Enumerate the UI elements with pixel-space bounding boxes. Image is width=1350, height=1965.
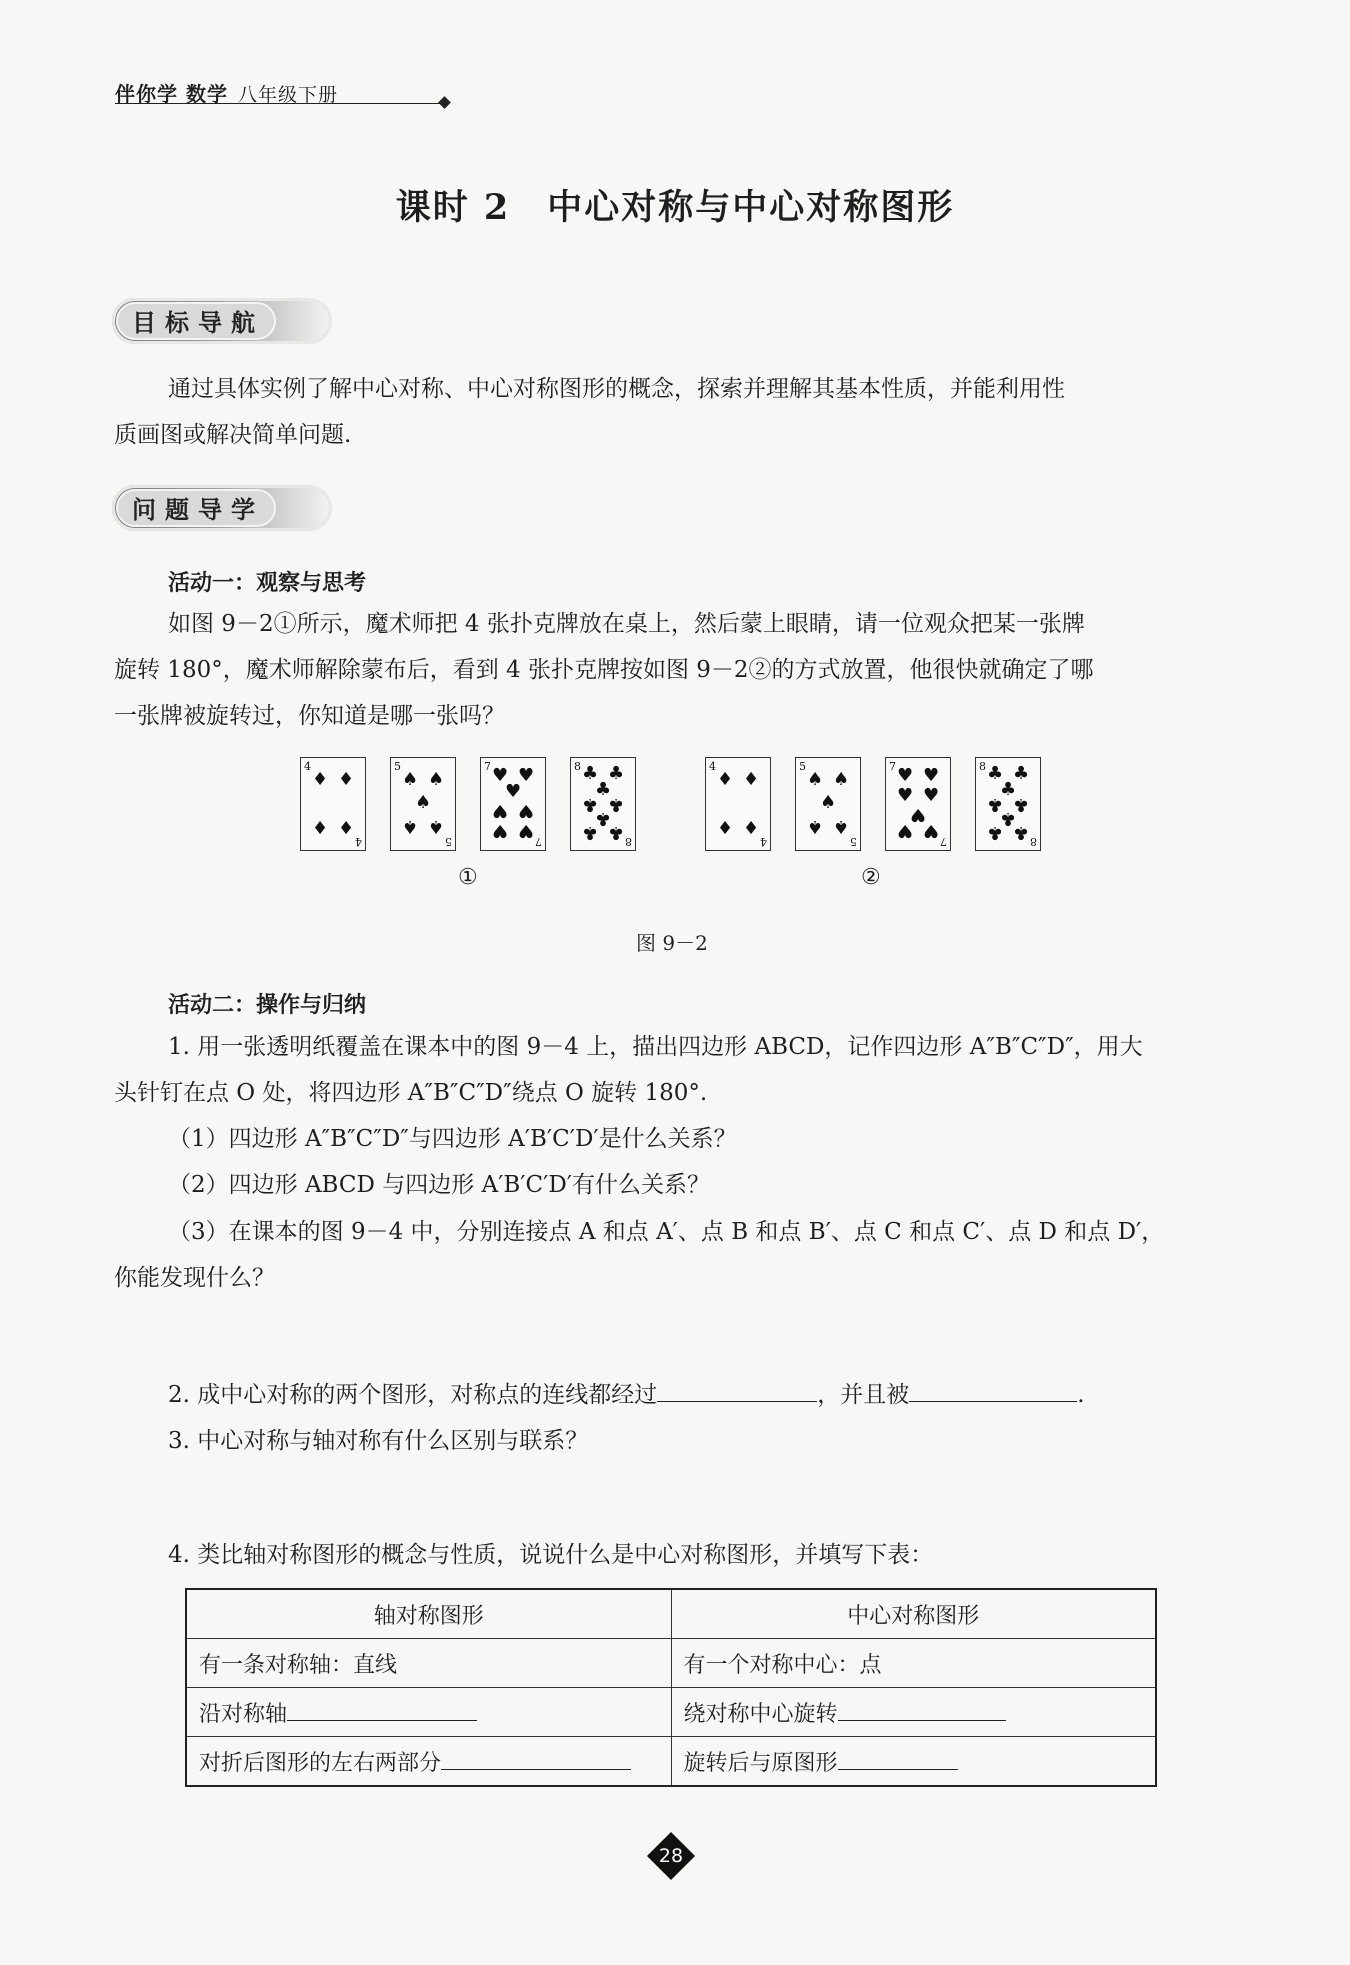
card-rank: 8	[625, 835, 632, 848]
suit-pip-icon: ♠	[807, 769, 824, 790]
suit-pip-icon: ♥	[492, 765, 509, 786]
card-rank: 5	[850, 835, 857, 848]
suit-pip-icon: ♥	[923, 820, 940, 841]
card-rank: 5	[394, 760, 401, 773]
q1-sub-3: （3）在课本的图 9－4 中，分别连接点 A 和点 A′、点 B 和点 B′、点 C 和点 C′、点 D 和点 D′，	[168, 1219, 1165, 1245]
q3: 3. 中心对称与轴对称有什么区别与联系？	[168, 1428, 589, 1454]
problem-banner-label: 问题导学	[116, 489, 276, 527]
suit-pip-icon: ♠	[415, 792, 432, 813]
goal-text-line-2: 质画图或解决简单问题.	[114, 422, 352, 448]
card-rank: 8	[574, 760, 581, 773]
card-rank: 7	[535, 835, 542, 848]
playing-card-7	[885, 757, 951, 851]
suit-pip-icon: ♥	[505, 781, 522, 802]
table-cell-text: 沿对称轴	[199, 1701, 288, 1727]
q2-blank-1[interactable]	[657, 1379, 817, 1402]
table-cell	[671, 1737, 1156, 1787]
suit-pip-icon: ♠	[428, 769, 445, 790]
card-rank: 8	[979, 760, 986, 773]
header-diamond-icon	[438, 96, 451, 109]
card-rank: 4	[709, 760, 716, 773]
table-blank[interactable]	[287, 1698, 477, 1721]
suit-pip-icon: ♥	[492, 800, 509, 821]
suit-pip-icon: ♣	[582, 794, 599, 815]
suit-pip-icon: ♣	[608, 794, 625, 815]
suit-pip-icon: ♠	[402, 769, 419, 790]
suit-pip-icon: ♣	[1000, 779, 1017, 800]
goal-banner-label: 目标导航	[116, 302, 276, 340]
lesson-title: 课时 2 中心对称与中心对称图形	[395, 187, 955, 228]
suit-pip-icon: ♦	[312, 769, 329, 790]
activity1-line-1: 如图 9－2①所示，魔术师把 4 张扑克牌放在桌上，然后蒙上眼睛，请一位观众把某一张牌	[168, 611, 1085, 637]
suit-pip-icon: ♥	[923, 785, 940, 806]
suit-pip-icon: ♥	[910, 804, 927, 825]
suit-pip-icon: ♥	[492, 820, 509, 841]
card-rank: 4	[760, 835, 767, 848]
table-blank[interactable]	[838, 1698, 1006, 1721]
page-number-badge	[647, 1832, 695, 1880]
suit-pip-icon: ♦	[743, 769, 760, 790]
q2-text-c: .	[1077, 1382, 1085, 1408]
table-row	[186, 1688, 1156, 1737]
suit-pip-icon: ♣	[987, 794, 1004, 815]
activity1-line-2: 旋转 180°，魔术师解除蒙布后，看到 4 张扑克牌按如图 9－2②的方式放置，他很快就确定了哪	[114, 657, 1094, 683]
activity1-heading: 活动一：观察与思考	[168, 571, 367, 596]
table-header-axis: 轴对称图形	[186, 1589, 671, 1639]
card-rank: 4	[355, 835, 362, 848]
header-rule	[115, 103, 445, 104]
suit-pip-icon: ♣	[582, 822, 599, 843]
card-rank: 5	[799, 760, 806, 773]
suit-pip-icon: ♣	[595, 779, 612, 800]
playing-card-8	[975, 757, 1041, 851]
table-header-row	[186, 1589, 1156, 1639]
suit-pip-icon: ♣	[608, 822, 625, 843]
header-subject: 伴你学 数学	[115, 82, 228, 106]
card-rank: 7	[889, 760, 896, 773]
figure-caption: 图 9－2	[636, 931, 708, 955]
suit-pip-icon: ♠	[820, 792, 837, 813]
suit-pip-icon: ♠	[833, 816, 850, 837]
table-row	[186, 1639, 1156, 1688]
table-cell	[186, 1737, 671, 1787]
q1-sub-1: （1）四边形 A″B″C″D″与四边形 A′B′C′D′是什么关系？	[168, 1126, 737, 1152]
table-cell-text: 对折后图形的左右两部分	[199, 1750, 442, 1776]
table-cell: 有一条对称轴：直线	[186, 1639, 671, 1688]
suit-pip-icon: ♠	[833, 769, 850, 790]
playing-card-8	[570, 757, 636, 851]
header-grade: 八年级下册	[237, 84, 338, 106]
card-rank: 5	[445, 835, 452, 848]
activity2-heading: 活动二：操作与归纳	[168, 993, 367, 1018]
suit-pip-icon: ♦	[743, 816, 760, 837]
table-blank[interactable]	[838, 1747, 958, 1770]
suit-pip-icon: ♥	[897, 765, 914, 786]
suit-pip-icon: ♥	[897, 820, 914, 841]
q2-text-a: 2. 成中心对称的两个图形，对称点的连线都经过	[168, 1382, 658, 1408]
table-cell: 有一个对称中心：点	[671, 1639, 1156, 1688]
suit-pip-icon: ♣	[1013, 822, 1030, 843]
figure-label-1: ①	[458, 865, 478, 890]
suit-pip-icon: ♦	[717, 816, 734, 837]
card-rank: 8	[1030, 835, 1037, 848]
suit-pip-icon: ♣	[987, 763, 1004, 784]
suit-pip-icon: ♠	[402, 816, 419, 837]
suit-pip-icon: ♠	[807, 816, 824, 837]
q1-line-2: 头针钉在点 O 处，将四边形 A″B″C″D″绕点 O 旋转 180°.	[114, 1080, 708, 1106]
suit-pip-icon: ♥	[518, 765, 535, 786]
playing-card-5	[795, 757, 861, 851]
suit-pip-icon: ♦	[312, 816, 329, 837]
table-row	[186, 1737, 1156, 1787]
suit-pip-icon: ♣	[582, 763, 599, 784]
card-rank: 7	[484, 760, 491, 773]
q1-sub-2: （2）四边形 ABCD 与四边形 A′B′C′D′有什么关系？	[168, 1172, 710, 1198]
suit-pip-icon: ♥	[897, 785, 914, 806]
q2	[168, 1372, 1085, 1418]
goal-banner	[112, 298, 332, 344]
suit-pip-icon: ♦	[338, 816, 355, 837]
suit-pip-icon: ♥	[923, 765, 940, 786]
suit-pip-icon: ♥	[518, 800, 535, 821]
suit-pip-icon: ♣	[1013, 763, 1030, 784]
playing-card-5	[390, 757, 456, 851]
q2-text-b: ，并且被	[817, 1382, 910, 1408]
suit-pip-icon: ♦	[338, 769, 355, 790]
table-cell-text: 旋转后与原图形	[683, 1750, 838, 1776]
table-cell-text: 绕对称中心旋转	[683, 1701, 838, 1727]
suit-pip-icon: ♣	[608, 763, 625, 784]
figure-label-2: ②	[861, 865, 881, 890]
comparison-table	[185, 1588, 1157, 1787]
suit-pip-icon: ♣	[595, 808, 612, 829]
q4: 4. 类比轴对称图形的概念与性质，说说什么是中心对称图形，并填写下表：	[168, 1542, 934, 1568]
card-rank: 4	[304, 760, 311, 773]
table-header-center: 中心对称图形	[671, 1589, 1156, 1639]
problem-banner	[112, 485, 332, 531]
suit-pip-icon: ♥	[518, 820, 535, 841]
table-cell	[186, 1688, 671, 1737]
playing-card-4	[300, 757, 366, 851]
suit-pip-icon: ♣	[1000, 808, 1017, 829]
suit-pip-icon: ♠	[428, 816, 445, 837]
activity1-line-3: 一张牌被旋转过，你知道是哪一张吗？	[114, 703, 505, 729]
q1-sub-4: 你能发现什么？	[114, 1265, 275, 1291]
playing-card-7	[480, 757, 546, 851]
suit-pip-icon: ♣	[987, 822, 1004, 843]
page-number: 28	[658, 1845, 684, 1867]
table-cell	[671, 1688, 1156, 1737]
q1-line-1: 1. 用一张透明纸覆盖在课本中的图 9－4 上，描出四边形 ABCD，记作四边形 A″B″C″D″，用大	[168, 1034, 1143, 1060]
goal-text-line-1: 通过具体实例了解中心对称、中心对称图形的概念，探索并理解其基本性质，并能利用性	[168, 376, 1065, 402]
suit-pip-icon: ♣	[1013, 794, 1030, 815]
card-rank: 7	[940, 835, 947, 848]
suit-pip-icon: ♦	[717, 769, 734, 790]
playing-card-4	[705, 757, 771, 851]
q2-blank-2[interactable]	[909, 1379, 1077, 1402]
table-blank[interactable]	[441, 1747, 631, 1770]
